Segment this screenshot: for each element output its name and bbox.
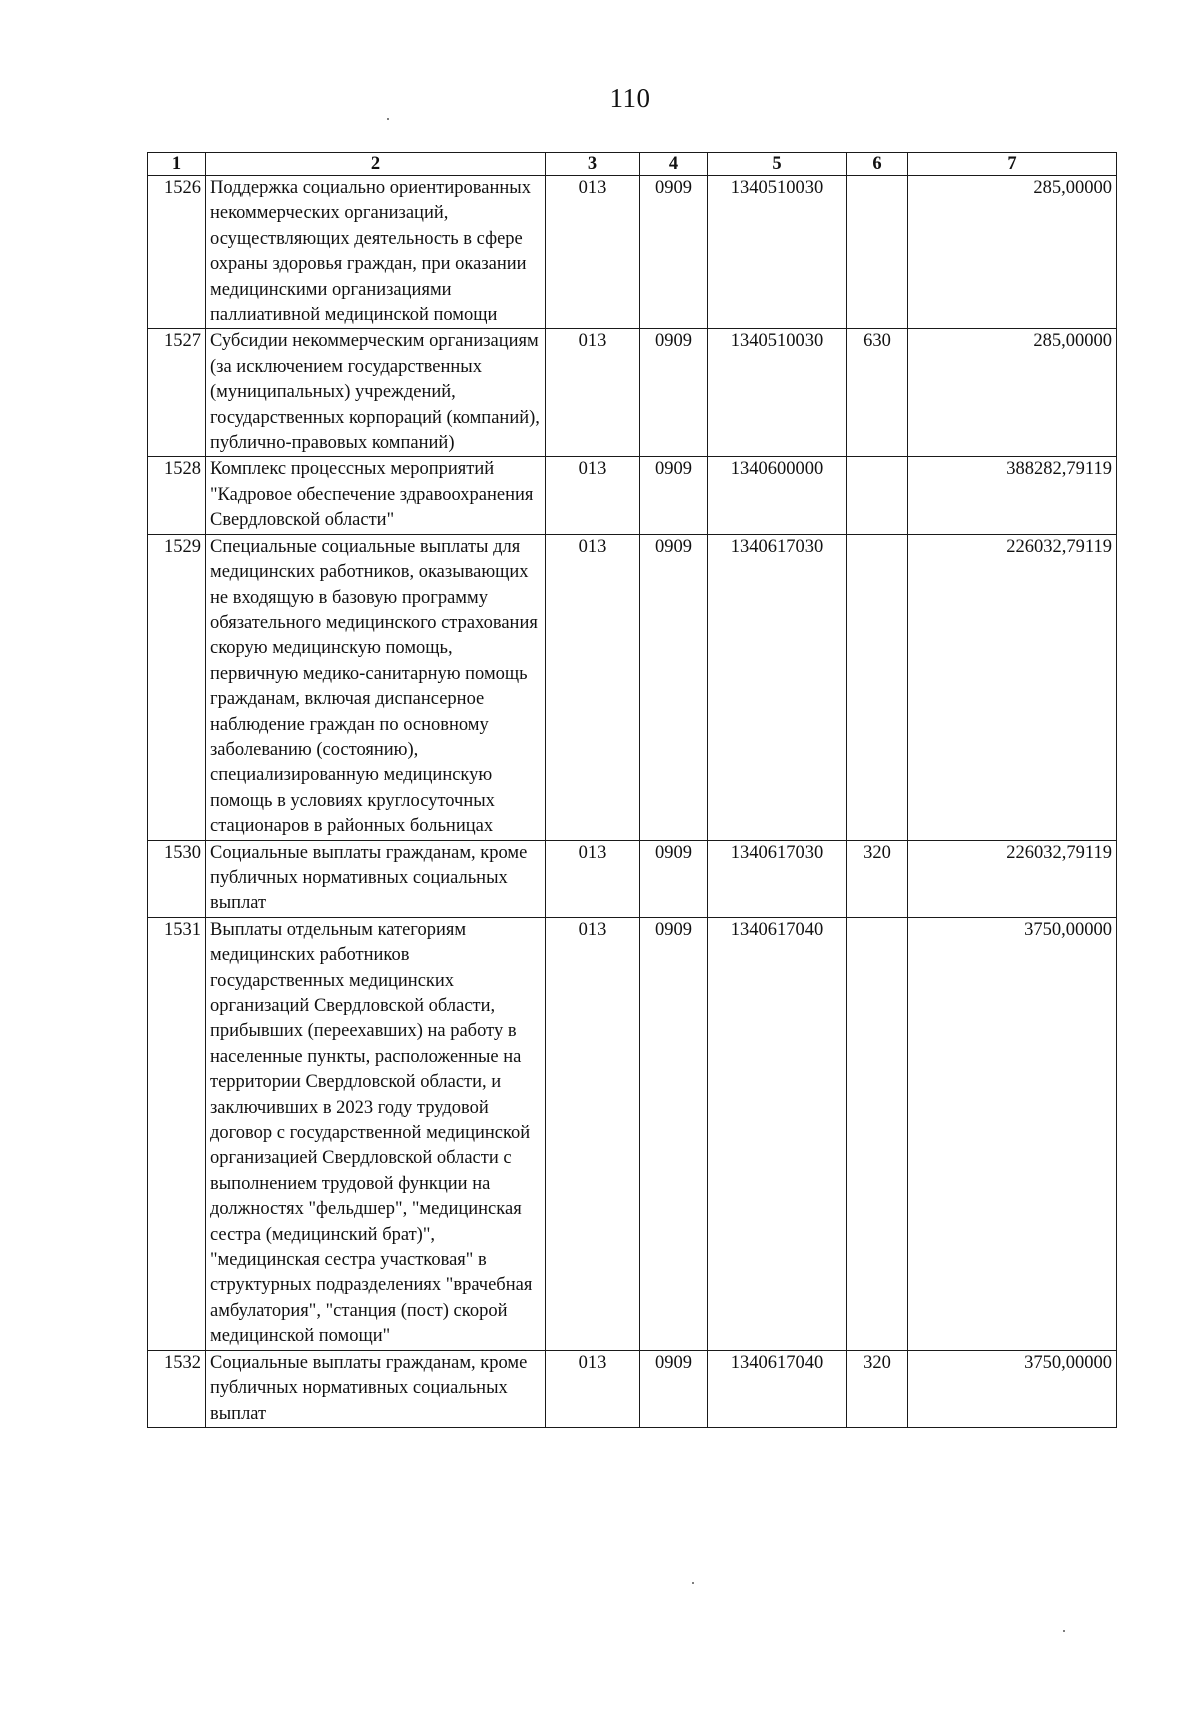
row-amount: 285,00000	[908, 176, 1117, 329]
row-col4: 0909	[640, 840, 708, 917]
row-col5: 1340510030	[708, 329, 847, 457]
column-header: 3	[546, 153, 640, 176]
row-col5: 1340617030	[708, 534, 847, 840]
row-col4: 0909	[640, 176, 708, 329]
row-amount: 3750,00000	[908, 917, 1117, 1350]
row-number: 1528	[148, 457, 206, 534]
row-col3: 013	[546, 176, 640, 329]
row-number: 1532	[148, 1350, 206, 1427]
column-header: 1	[148, 153, 206, 176]
table-header-row	[148, 153, 1117, 176]
row-name: Социальные выплаты гражданам, кроме публичных нормативных социальных выплат	[206, 840, 546, 917]
row-col4: 0909	[640, 1350, 708, 1427]
row-col4: 0909	[640, 534, 708, 840]
row-col5: 1340617040	[708, 1350, 847, 1427]
row-number: 1526	[148, 176, 206, 329]
row-name: Специальные социальные выплаты для медицинских работников, оказывающих не входящую в базовую программу обязательного медицинского страхования скорую медицинскую помощь, первичную медико-санитарную помощь гражданам, включая диспансерное наблюдение граждан по основному заболеванию (состоянию), специализированную медицинскую помощь в условиях круглосуточных стационаров в районных больницах	[206, 534, 546, 840]
row-amount: 388282,79119	[908, 457, 1117, 534]
row-col6: 320	[847, 840, 908, 917]
row-name: Субсидии некоммерческим организациям (за исключением государственных (муниципальных) учреждений, государственных корпораций (компаний), публично-правовых компаний)	[206, 329, 546, 457]
row-col4: 0909	[640, 917, 708, 1350]
row-name: Поддержка социально ориентированных некоммерческих организаций, осуществляющих деятельность в сфере охраны здоровья граждан, при оказании медицинскими организациями паллиативной медицинской помощи	[206, 176, 546, 329]
row-amount: 3750,00000	[908, 1350, 1117, 1427]
row-number: 1527	[148, 329, 206, 457]
row-col5: 1340600000	[708, 457, 847, 534]
row-col3: 013	[546, 457, 640, 534]
row-amount: 285,00000	[908, 329, 1117, 457]
row-col3: 013	[546, 1350, 640, 1427]
row-number: 1529	[148, 534, 206, 840]
row-amount: 226032,79119	[908, 840, 1117, 917]
row-name: Социальные выплаты гражданам, кроме публичных нормативных социальных выплат	[206, 1350, 546, 1427]
row-col6: 320	[847, 1350, 908, 1427]
row-col6	[847, 457, 908, 534]
row-name: Комплекс процессных мероприятий "Кадровое обеспечение здравоохранения Свердловской области"	[206, 457, 546, 534]
column-header: 6	[847, 153, 908, 176]
budget-table	[147, 152, 1117, 1428]
row-col6	[847, 534, 908, 840]
row-col5: 1340510030	[708, 176, 847, 329]
row-col3: 013	[546, 840, 640, 917]
column-header: 2	[206, 153, 546, 176]
row-col5: 1340617030	[708, 840, 847, 917]
row-col6	[847, 176, 908, 329]
row-col6: 630	[847, 329, 908, 457]
row-col6	[847, 917, 908, 1350]
table-row	[148, 176, 1117, 329]
table-row	[148, 840, 1117, 917]
row-name: Выплаты отдельным категориям медицинских работников государственных медицинских организаций Свердловской области, прибывших (переехавших) на работу в населенные пункты, расположенные на территории Свердловской области, и заключивших в 2023 году трудовой договор с государственной медицинской организацией Свердловской области с выполнением трудовой функции на должностях "фельдшер", "медицинская сестра (медицинский брат)", "медицинская сестра участковая" в структурных подразделениях "врачебная амбулатория", "станция (пост) скорой медицинской помощи"	[206, 917, 546, 1350]
column-header: 5	[708, 153, 847, 176]
column-header: 4	[640, 153, 708, 176]
column-header: 7	[908, 153, 1117, 176]
scan-speck	[1063, 1630, 1065, 1632]
page-number: 110	[609, 83, 651, 113]
row-col3: 013	[546, 534, 640, 840]
row-number: 1530	[148, 840, 206, 917]
table-row	[148, 1350, 1117, 1427]
scan-speck	[692, 1582, 694, 1584]
table-row	[148, 534, 1117, 840]
row-col3: 013	[546, 329, 640, 457]
row-number: 1531	[148, 917, 206, 1350]
row-col5: 1340617040	[708, 917, 847, 1350]
scan-speck	[387, 118, 389, 120]
row-col4: 0909	[640, 457, 708, 534]
row-col4: 0909	[640, 329, 708, 457]
row-amount: 226032,79119	[908, 534, 1117, 840]
table-row	[148, 457, 1117, 534]
row-col3: 013	[546, 917, 640, 1350]
table-row	[148, 329, 1117, 457]
table-row	[148, 917, 1117, 1350]
